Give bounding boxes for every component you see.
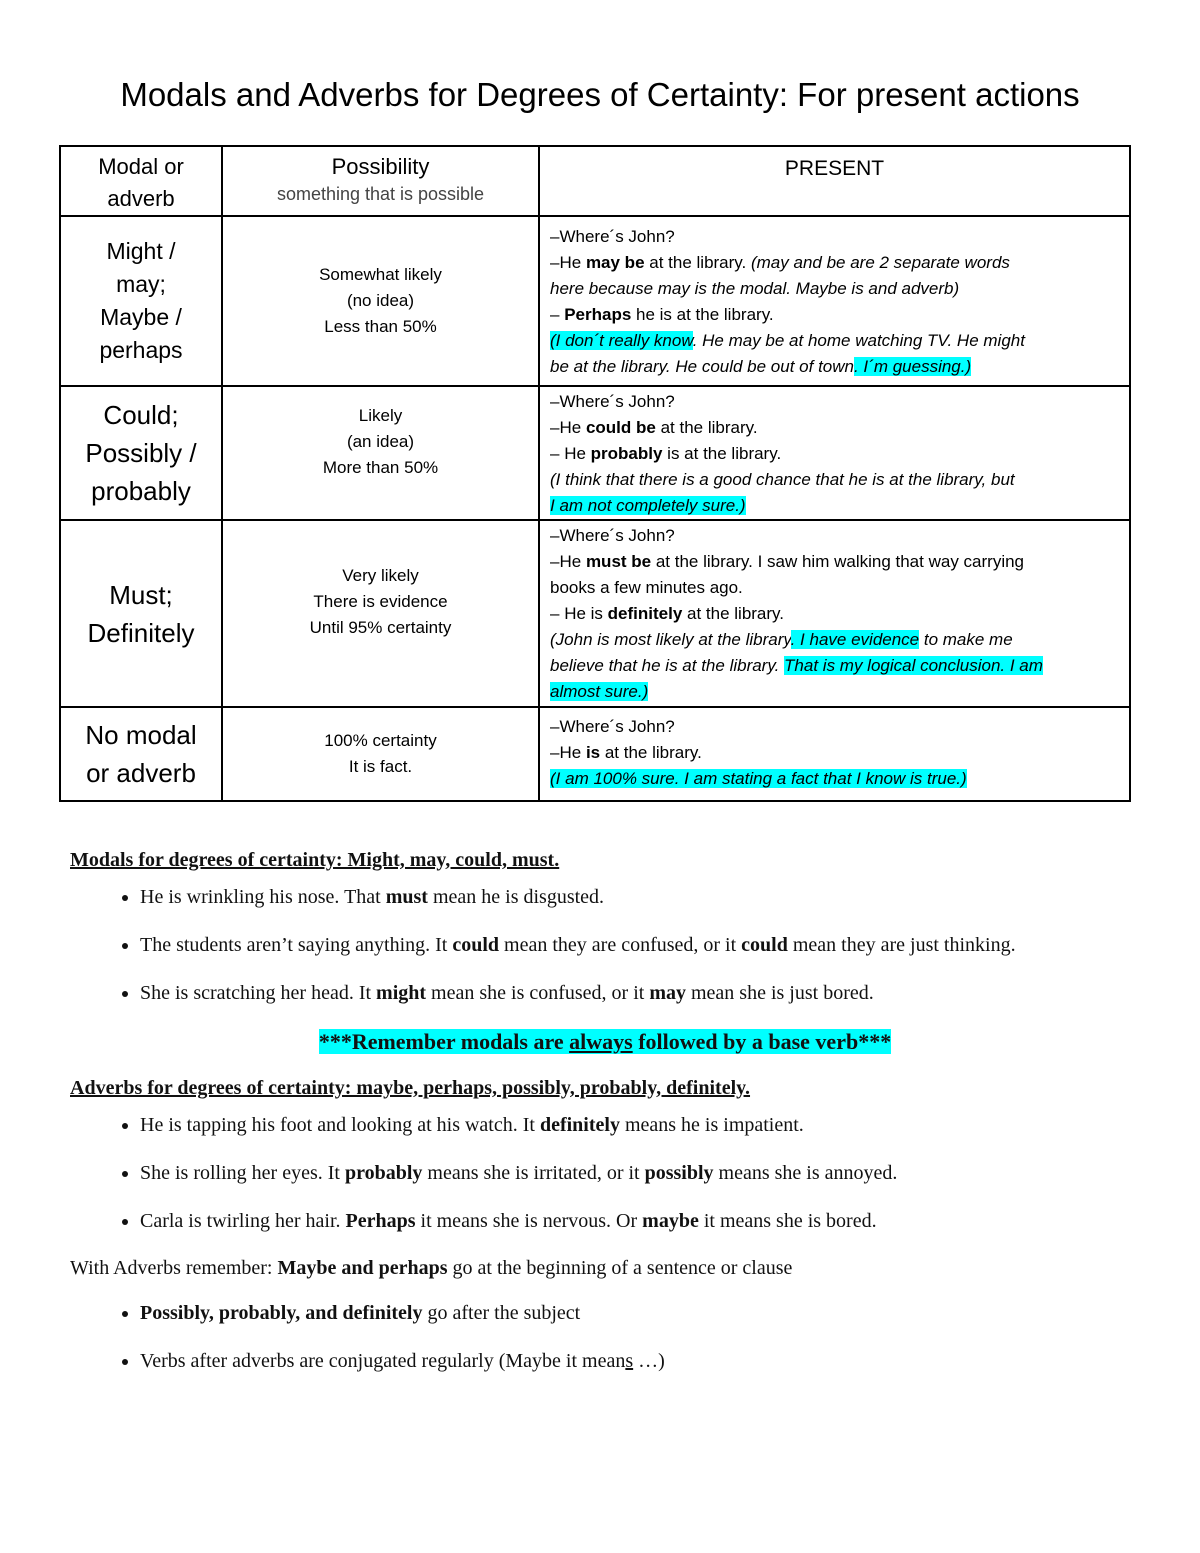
list-item: • He is wrinkling his nose. That must mean he is disgusted. — [140, 883, 1140, 911]
adverb-rule-text: With Adverbs remember: Maybe and perhaps go at the beginning of a sentence or clause — [70, 1257, 793, 1279]
row-example-cell: – Where´s John? – He must be at the library. I saw him walking that way carrying books a few minutes ago. – He is definitely at the library. (John is most likely at the library. I have evidence to make me believe that he is at the library. That is my logical conclusion. I am almost sure.) — [539, 520, 1130, 707]
header-possibility: Possibility something that is possible — [222, 146, 539, 216]
row-example-cell: – Where´s John? – He could be at the library. – He probably is at the library. (I think that there is a good chance that he is at the library, but I am not completely sure.) — [539, 386, 1130, 520]
row-example-cell: – Where´s John? – He is at the library. (I am 100% sure. I am stating a fact that I know is true.) — [539, 707, 1130, 801]
page-title: Modals and Adverbs for Degrees of Certainty: For present actions — [120, 76, 1080, 113]
table-row — [60, 520, 1130, 707]
certainty-table — [59, 145, 1131, 802]
list-item: • Carla is twirling her hair. Perhaps it means she is nervous. Or maybe it means she is bored. — [140, 1207, 1140, 1235]
table-header-row — [60, 146, 1130, 216]
row-possibility-cell: Somewhat likely (no idea) Less than 50% — [222, 216, 539, 386]
table-row — [60, 386, 1130, 520]
list-item: • He is tapping his foot and looking at his watch. It definitely means he is impatient. — [140, 1111, 1140, 1139]
list-item: • Possibly, probably, and definitely go after the subject — [140, 1299, 1140, 1327]
adverbs-bullet-list — [70, 1111, 1140, 1235]
header-modal-or-adverb: Modal or adverb — [60, 146, 222, 216]
modals-heading: Modals for degrees of certainty: Might, may, could, must. — [70, 849, 560, 871]
row-possibility-cell: Very likely There is evidence Until 95% certainty — [222, 520, 539, 707]
row-modal-cell: No modal or adverb — [60, 707, 222, 801]
remember-callout: ***Remember modals are always followed by a base verb*** — [318, 1029, 892, 1054]
modals-bullet-list — [70, 883, 1140, 1007]
table-row — [60, 707, 1130, 801]
adverbs-heading: Adverbs for degrees of certainty: maybe, perhaps, possibly, probably, definitely. — [70, 1077, 751, 1099]
row-example-cell: – Where´s John? – He may be at the library. (may and be are 2 separate words here because may is the modal. Maybe is and adverb) – Perhaps he is at the library. (I don´t really know. He may be at home watching TV. He might be at the library. He could be out of town. I´m guessing.) — [539, 216, 1130, 386]
rule-bullet-list — [70, 1299, 1140, 1375]
list-item: • She is rolling her eyes. It probably means she is irritated, or it possibly means she is annoyed. — [140, 1159, 1140, 1187]
header-present: PRESENT — [539, 146, 1130, 216]
row-modal-cell: Must; Definitely — [60, 520, 222, 707]
row-possibility-cell: 100% certainty It is fact. — [222, 707, 539, 801]
list-item: • Verbs after adverbs are conjugated regularly (Maybe it means …) — [140, 1347, 1140, 1375]
row-modal-cell: Might / may; Maybe / perhaps — [60, 216, 222, 386]
notes-section — [70, 845, 1140, 1395]
table-row — [60, 216, 1130, 386]
row-possibility-cell: Likely (an idea) More than 50% — [222, 386, 539, 520]
list-item: • The students aren’t saying anything. It could mean they are confused, or it could mean they are just thinking. — [140, 931, 1140, 959]
header-possibility-subtitle: something that is possible — [276, 184, 485, 204]
list-item: • She is scratching her head. It might mean she is confused, or it may mean she is just bored. — [140, 979, 1140, 1007]
row-modal-cell: Could; Possibly / probably — [60, 386, 222, 520]
